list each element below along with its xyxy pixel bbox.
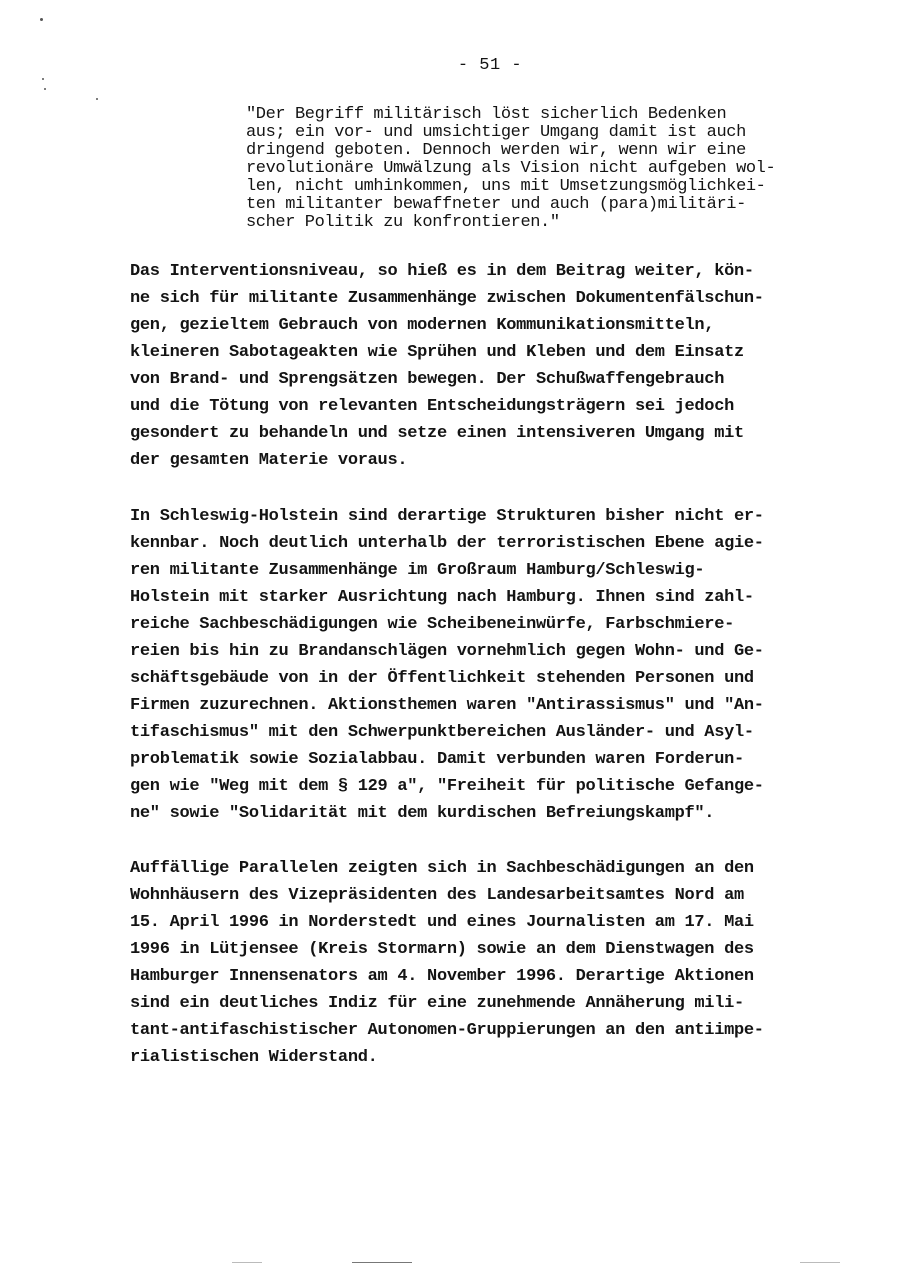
block-quote [246, 106, 846, 232]
paragraph-parallels [130, 855, 850, 1071]
paragraph-line: 1996 in Lütjensee (Kreis Stormarn) sowie an dem Dienstwagen des [130, 940, 754, 959]
paragraph-line: der gesamten Materie voraus. [130, 451, 408, 470]
paragraph-line: rialistischen Widerstand. [130, 1048, 378, 1067]
paragraph-line: reiche Sachbeschädigungen wie Scheibeneinwürfe, Farbschmiere- [130, 615, 735, 634]
quote-line: dringend geboten. Dennoch werden wir, wenn wir eine [246, 141, 746, 160]
paragraph-schleswig-holstein [130, 503, 850, 827]
scan-speck [44, 88, 46, 90]
paragraph-line: gesondert zu behandeln und setze einen intensiveren Umgang mit [130, 424, 744, 443]
paragraph-line: kennbar. Noch deutlich unterhalb der terroristischen Ebene agie- [130, 534, 764, 553]
paragraph-intervention-level [130, 258, 850, 474]
paragraph-line: und die Tötung von relevanten Entscheidungsträgern sei jedoch [130, 397, 735, 416]
scan-speck [96, 98, 98, 100]
paragraph-line: Holstein mit starker Ausrichtung nach Hamburg. Ihnen sind zahl- [130, 588, 754, 607]
quote-line: revolutionäre Umwälzung als Vision nicht aufgeben wol- [246, 159, 776, 178]
paragraph-line: sind ein deutliches Indiz für eine zunehmende Annäherung mili- [130, 994, 744, 1013]
paragraph-line: kleineren Sabotageakten wie Sprühen und Kleben und dem Einsatz [130, 343, 744, 362]
paragraph-line: ne sich für militante Zusammenhänge zwischen Dokumentenfälschun- [130, 289, 764, 308]
paragraph-line: ren militante Zusammenhänge im Großraum Hamburg/Schleswig- [130, 561, 705, 580]
paragraph-line: Wohnhäusern des Vizepräsidenten des Landesarbeitsamtes Nord am [130, 886, 744, 905]
paragraph-line: In Schleswig-Holstein sind derartige Strukturen bisher nicht er- [130, 507, 764, 526]
page-number: - 51 - [457, 56, 523, 75]
paragraph-line: gen, gezieltem Gebrauch von modernen Kommunikationsmitteln, [130, 316, 715, 335]
paragraph-line: Hamburger Innensenators am 4. November 1996. Derartige Aktionen [130, 967, 754, 986]
quote-line: scher Politik zu konfrontieren." [246, 213, 560, 232]
scan-line [800, 1262, 840, 1263]
scan-speck [40, 18, 43, 21]
paragraph-line: tant-antifaschistischer Autonomen-Gruppierungen an den antiimpe- [130, 1021, 764, 1040]
paragraph-line: von Brand- und Sprengsätzen bewegen. Der Schußwaffengebrauch [130, 370, 725, 389]
paragraph-line: tifaschismus" mit den Schwerpunktbereichen Ausländer- und Asyl- [130, 723, 754, 742]
paragraph-line: Auffällige Parallelen zeigten sich in Sachbeschädigungen an den [130, 859, 754, 878]
paragraph-line: gen wie "Weg mit dem § 129 a", "Freiheit für politische Gefange- [130, 777, 764, 796]
scan-speck [42, 78, 44, 80]
paragraph-line: Das Interventionsniveau, so hieß es in dem Beitrag weiter, kön- [130, 262, 754, 281]
paragraph-line: 15. April 1996 in Norderstedt und eines Journalisten am 17. Mai [130, 913, 754, 932]
quote-line: ten militanter bewaffneter und auch (para)militäri- [246, 195, 746, 214]
scan-line [232, 1262, 262, 1263]
paragraph-line: reien bis hin zu Brandanschlägen vornehmlich gegen Wohn- und Ge- [130, 642, 764, 661]
paragraph-line: problematik sowie Sozialabbau. Damit verbunden waren Forderun- [130, 750, 744, 769]
quote-line: aus; ein vor- und umsichtiger Umgang damit ist auch [246, 123, 746, 142]
quote-line: "Der Begriff militärisch löst sicherlich Bedenken [246, 105, 727, 124]
paragraph-line: ne" sowie "Solidarität mit dem kurdischen Befreiungskampf". [130, 804, 715, 823]
scan-line [352, 1262, 412, 1263]
quote-line: len, nicht umhinkommen, uns mit Umsetzungsmöglichkei- [246, 177, 766, 196]
paragraph-line: Firmen zuzurechnen. Aktionsthemen waren "Antirassismus" und "An- [130, 696, 764, 715]
paragraph-line: schäftsgebäude von in der Öffentlichkeit stehenden Personen und [130, 669, 754, 688]
